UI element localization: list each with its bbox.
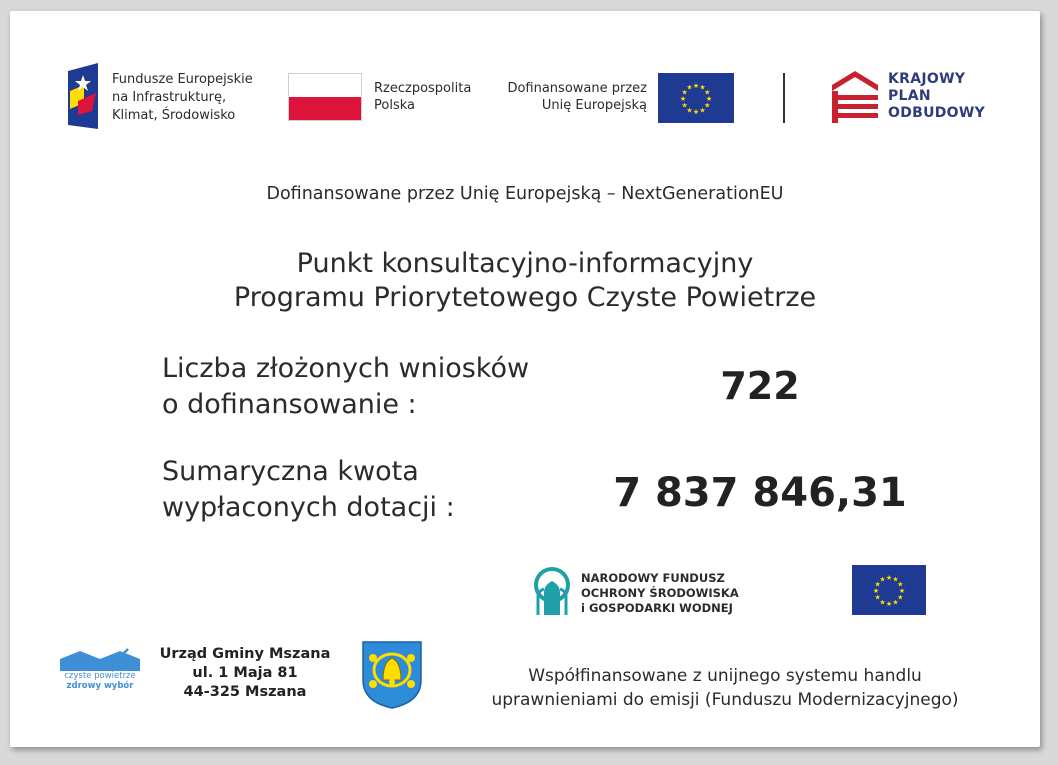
fe-line-1: Fundusze Europejskie: [112, 72, 253, 87]
svg-text:★: ★: [704, 101, 711, 110]
kpo-line-2: PLAN: [888, 88, 931, 104]
rp-line-2: Polska: [374, 98, 415, 113]
svg-text:★: ★: [699, 106, 706, 115]
information-board: [10, 11, 1040, 747]
svg-text:★: ★: [874, 593, 881, 602]
fe-line-3: Klimat, Środowisko: [112, 108, 236, 123]
applications-label-line-1: Liczba złożonych wniosków: [162, 353, 530, 384]
svg-text:★: ★: [686, 106, 693, 115]
amount-value: 7 837 846,31: [613, 470, 907, 516]
cofinancing-line-2: uprawnieniami do emisji (Funduszu Modernizacyjnego): [491, 690, 959, 710]
applications-label: [162, 351, 529, 423]
eu-line-1: Dofinansowane przez: [507, 81, 647, 96]
cofinancing-line-1: Współfinansowane z unijnego systemu handlu: [528, 666, 922, 686]
kpo-text: [888, 71, 985, 122]
kpo-logo-icon: [832, 71, 878, 123]
kpo-line-1: KRAJOWY: [888, 71, 966, 87]
amount-label: [162, 454, 455, 526]
amount-label-line-1: Sumaryczna kwota: [162, 456, 419, 487]
polish-flag-icon: [288, 73, 362, 121]
nextgenerationeu-line: Dofinansowane przez Unię Europejską – NextGenerationEU: [266, 184, 784, 204]
amount-label-line-2: wypłaconych dotacji :: [162, 492, 455, 523]
svg-text:★: ★: [686, 83, 693, 92]
svg-text:★: ★: [879, 598, 886, 607]
eu-flag-icon: [658, 73, 734, 123]
svg-text:★: ★: [699, 83, 706, 92]
czyste-powietrze-house-icon: [60, 647, 140, 673]
nfos-line-3: i GOSPODARKI WODNEJ: [581, 601, 733, 615]
svg-text:★: ★: [692, 82, 700, 90]
svg-text:★: ★: [885, 574, 893, 582]
rp-line-1: Rzeczpospolita: [374, 81, 472, 96]
nfosigw-logo-icon: [530, 567, 574, 615]
office-line-2: ul. 1 Maja 81: [192, 665, 298, 681]
eu-flag-icon: [852, 565, 926, 615]
svg-text:★: ★: [892, 598, 899, 607]
svg-text:★: ★: [898, 587, 906, 595]
cp-line-1: czyste powietrze: [64, 671, 136, 681]
svg-text:★: ★: [897, 580, 904, 589]
mszana-coat-of-arms-icon: [361, 640, 423, 710]
svg-text:★: ★: [897, 593, 904, 602]
title-line-1: Punkt konsultacyjno-informacyjny: [296, 248, 754, 279]
cofinancing-statement: [450, 664, 1000, 712]
logo-separator: [783, 73, 785, 123]
rzeczpospolita-text: [374, 80, 471, 114]
office-address: [150, 645, 340, 702]
eu-line-2: Unię Europejską: [541, 98, 647, 113]
nfosigw-text: [581, 571, 739, 616]
svg-text:★: ★: [679, 95, 687, 103]
fundusze-europejskie-text: [112, 71, 253, 125]
applications-value: 722: [720, 364, 800, 408]
office-line-3: 44-325 Mszana: [183, 684, 307, 700]
svg-text:★: ★: [692, 108, 700, 116]
svg-text:★: ★: [892, 575, 899, 584]
nfos-line-2: OCHRONY ŚRODOWISKA: [581, 586, 739, 600]
svg-text:★: ★: [874, 580, 881, 589]
cp-line-2: zdrowy wybór: [66, 681, 134, 691]
nfos-line-1: NARODOWY FUNDUSZ: [581, 571, 725, 585]
office-line-1: Urząd Gminy Mszana: [159, 646, 331, 662]
svg-text:★: ★: [705, 95, 713, 103]
eu-cofinanced-text: [504, 80, 647, 114]
svg-text:★: ★: [885, 600, 893, 608]
page-title: [10, 247, 1040, 315]
fe-line-2: na Infrastrukturę,: [112, 90, 227, 105]
applications-label-line-2: o dofinansowanie :: [162, 389, 417, 420]
svg-text:★: ★: [879, 575, 886, 584]
kpo-line-3: ODBUDOWY: [888, 105, 986, 121]
svg-text:★: ★: [872, 587, 880, 595]
svg-text:★: ★: [681, 101, 688, 110]
svg-text:★: ★: [704, 88, 711, 97]
fundusze-europejskie-icon: [66, 63, 102, 129]
czyste-powietrze-text: [60, 671, 140, 691]
svg-text:★: ★: [681, 88, 688, 97]
title-line-2: Programu Priorytetowego Czyste Powietrze: [233, 282, 817, 313]
